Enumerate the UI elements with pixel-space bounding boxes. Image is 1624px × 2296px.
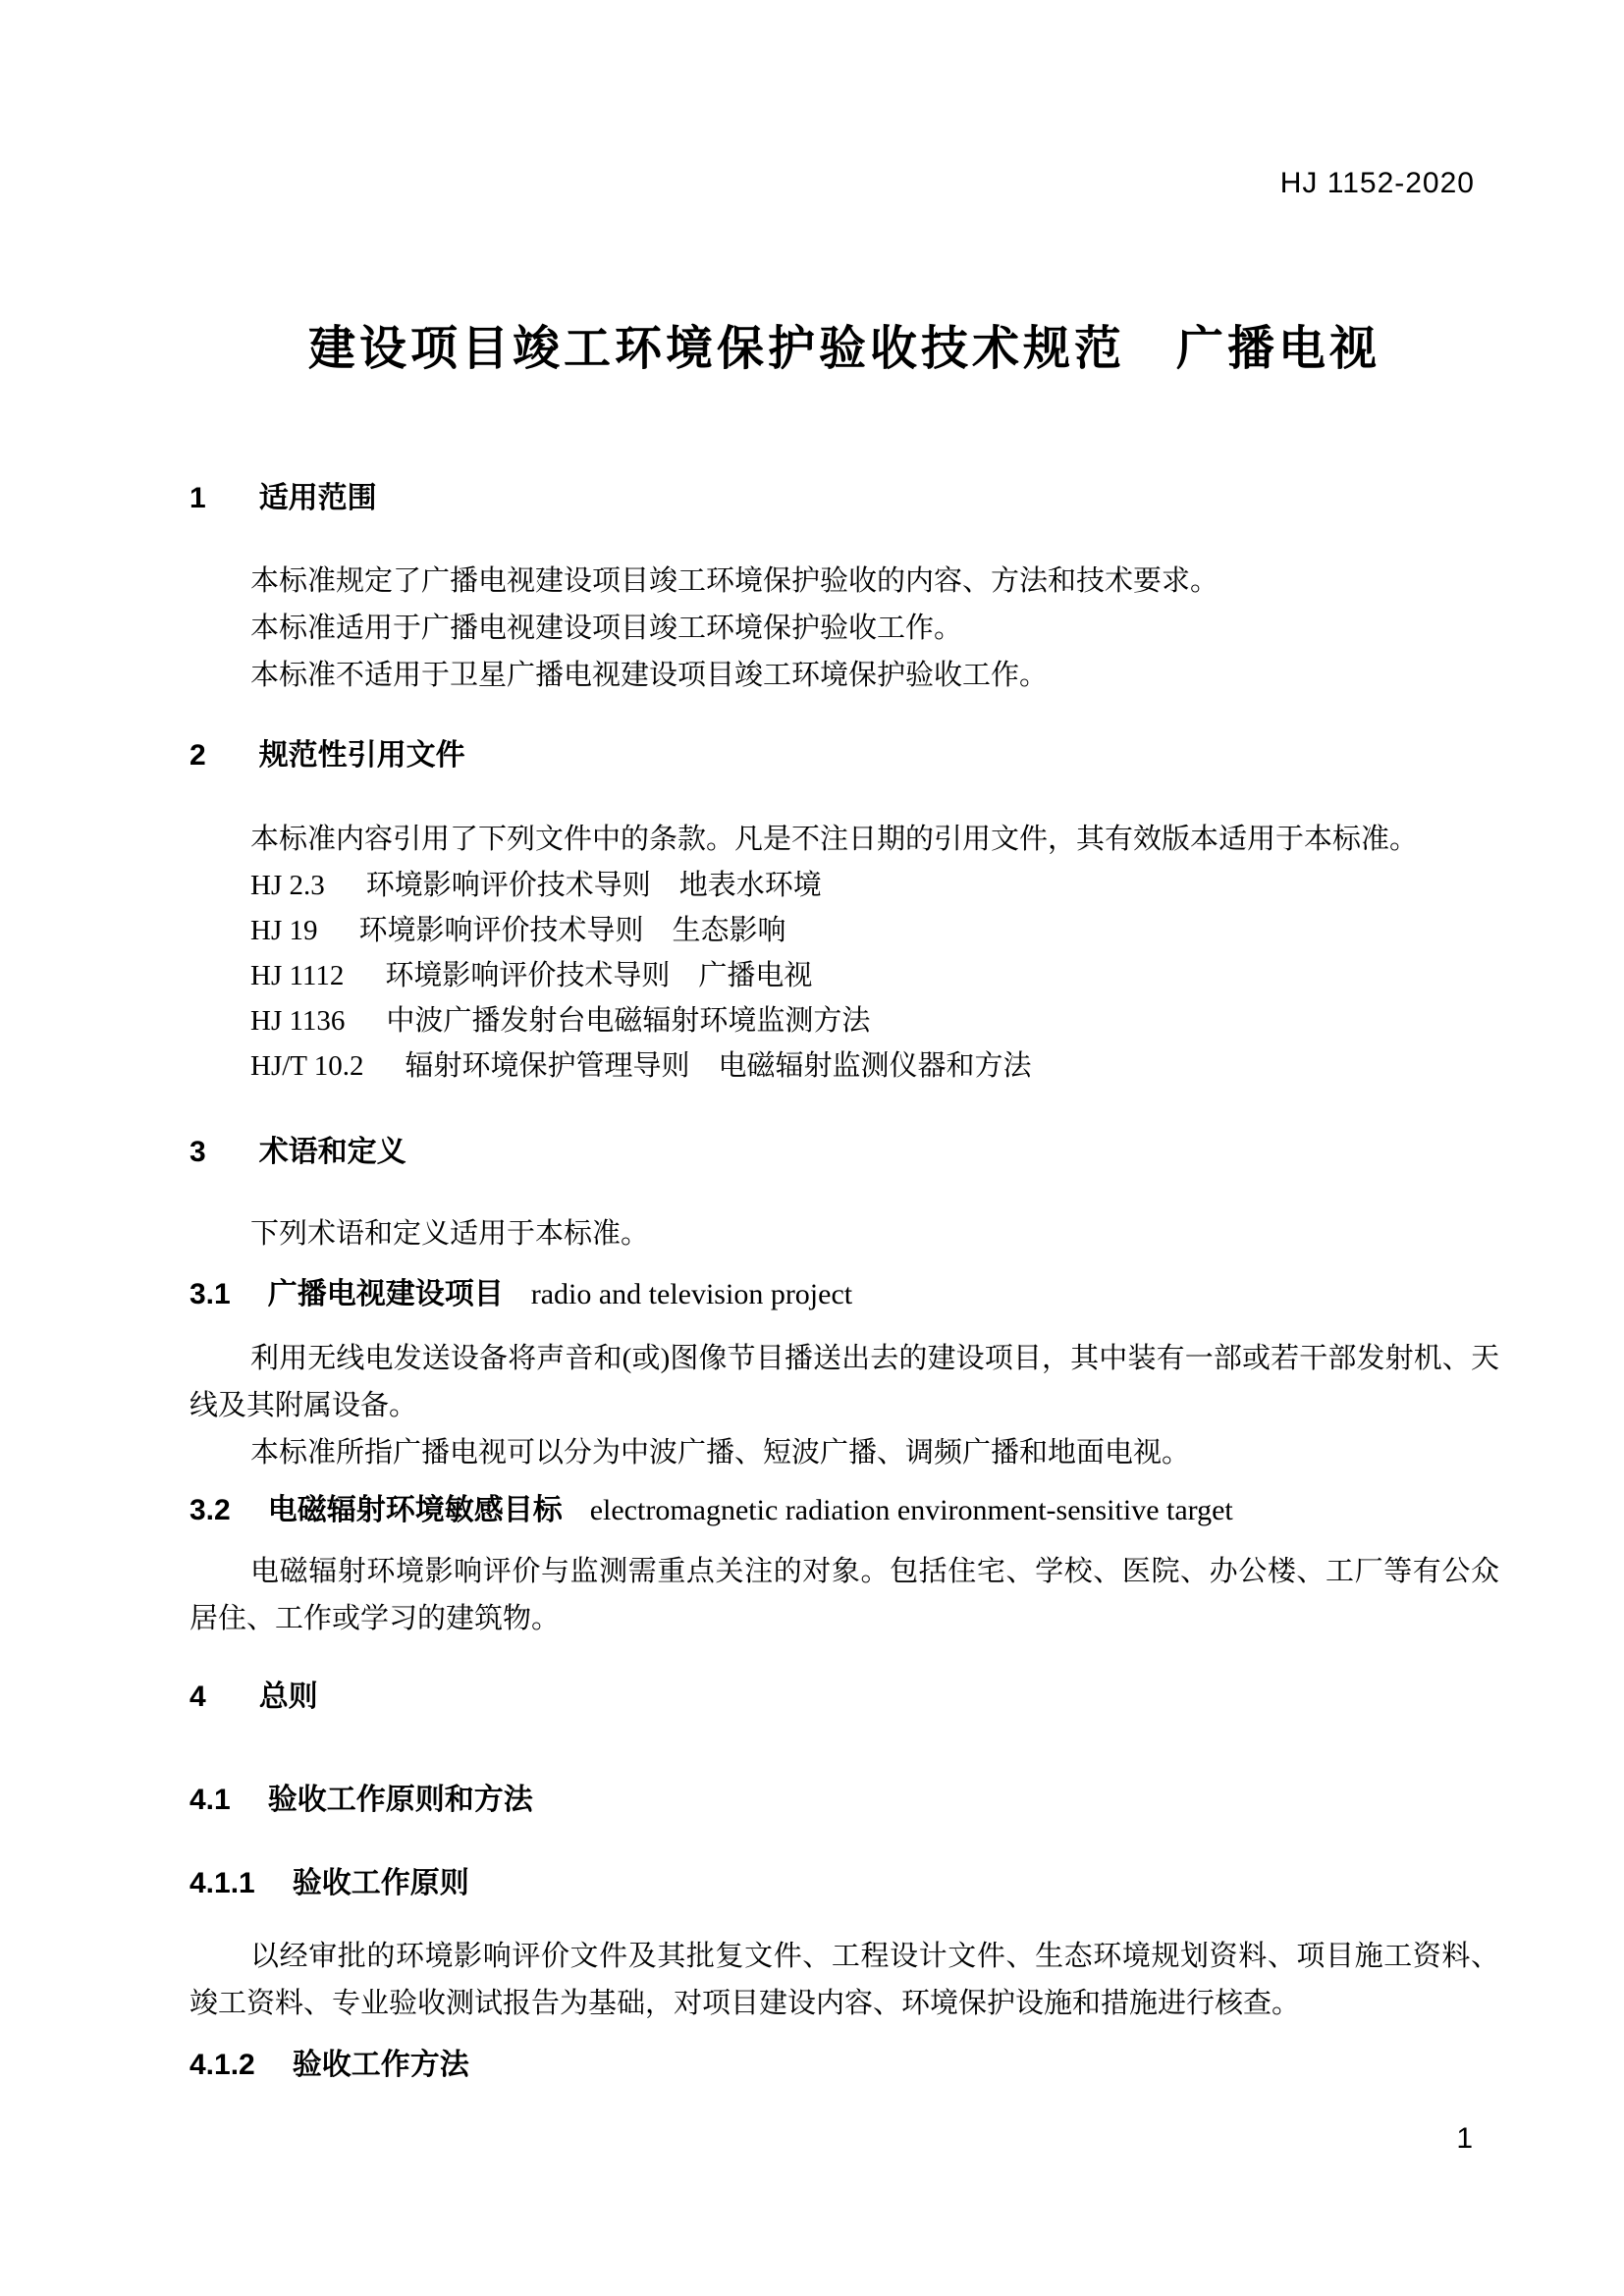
section-2-heading-text: 规范性引用文件 (258, 739, 465, 772)
section-4-1-2-heading-text: 验收工作方法 (292, 2049, 469, 2081)
section-4-heading-text: 总则 (258, 1681, 318, 1713)
section-4-1-1-paragraph: 以经审批的环境影响评价文件及其批复文件、工程设计文件、生态环境规划资料、项目施工资料、竣工资料、专业验收测试报告为基础，对项目建设内容、环境保护设施和措施进行核查。 (189, 1941, 1499, 2019)
reference-title: 环境影响评价技术导则 广播电视 (385, 960, 813, 991)
term-3-2-number: 3.2 (189, 1494, 231, 1526)
section-4-1-heading (189, 1781, 1499, 1820)
section-2-number: 2 (189, 739, 206, 772)
term-3-1-chinese: 广播电视建设项目 (267, 1278, 504, 1310)
term-3-1-definition: 利用无线电发送设备将声音和(或)图像节目播送出去的建设项目，其中装有一部或若干部发射机、天线及其附属设备。 (189, 1343, 1499, 1421)
section-1-heading (189, 479, 1499, 518)
section-4-number: 4 (189, 1681, 206, 1713)
section-2-heading (189, 736, 1499, 775)
section-4-1-2-number: 4.1.2 (189, 2049, 255, 2081)
reference-item (189, 998, 1499, 1043)
reference-item (189, 908, 1499, 953)
section-1-body (189, 558, 1499, 699)
reference-code: HJ 19 (250, 915, 318, 946)
standard-code: HJ 1152-2020 (1279, 167, 1475, 199)
reference-title: 辐射环境保护管理导则 电磁辐射监测仪器和方法 (405, 1050, 1032, 1082)
section-3-heading (189, 1133, 1499, 1172)
term-3-2-chinese: 电磁辐射环境敏感目标 (267, 1494, 563, 1526)
term-3-2-english: electromagnetic radiation environment-sensitive target (589, 1494, 1233, 1526)
scope-paragraph: 本标准规定了广播电视建设项目竣工环境保护验收的内容、方法和技术要求。 (250, 565, 1219, 597)
section-4-1-2-heading (189, 2046, 1499, 2085)
reference-item (189, 1043, 1499, 1089)
section-1-heading-text: 适用范围 (258, 482, 377, 514)
section-4-1-1-heading-text: 验收工作原则 (292, 1867, 469, 1899)
reference-code: HJ 1136 (250, 1005, 346, 1037)
page-number: 1 (1456, 2122, 1473, 2155)
section-4-1-1-heading (189, 1864, 1499, 1903)
reference-item (189, 863, 1499, 908)
section-4-1-1-number: 4.1.1 (189, 1867, 255, 1899)
reference-item (189, 953, 1499, 998)
reference-code: HJ 1112 (250, 960, 345, 991)
scope-paragraph: 本标准不适用于卫星广播电视建设项目竣工环境保护验收工作。 (250, 660, 1049, 691)
section-3-heading-text: 术语和定义 (258, 1136, 406, 1168)
reference-title: 环境影响评价技术导则 生态影响 (358, 915, 786, 946)
reference-title: 环境影响评价技术导则 地表水环境 (365, 870, 822, 901)
reference-title: 中波广播发射台电磁辐射环境监测方法 (386, 1005, 871, 1037)
section-4-1-heading-text: 验收工作原则和方法 (267, 1784, 533, 1816)
term-3-1-note: 本标准所指广播电视可以分为中波广播、短波广播、调频广播和地面电视。 (250, 1437, 1191, 1468)
section-1-number: 1 (189, 482, 206, 514)
terms-intro-paragraph: 下列术语和定义适用于本标准。 (250, 1218, 650, 1250)
term-3-1-number: 3.1 (189, 1278, 231, 1310)
term-3-2-definition: 电磁辐射环境影响评价与监测需重点关注的对象。包括住宅、学校、医院、办公楼、工厂等有公众居住、工作或学习的建筑物。 (189, 1556, 1499, 1634)
section-4-1-number: 4.1 (189, 1784, 231, 1816)
scope-paragraph: 本标准适用于广播电视建设项目竣工环境保护验收工作。 (250, 613, 963, 644)
term-3-1-english: radio and television project (530, 1278, 853, 1310)
term-3-2-heading (189, 1491, 1499, 1530)
references-intro-paragraph: 本标准内容引用了下列文件中的条款。凡是不注日期的引用文件，其有效版本适用于本标准。 (250, 824, 1419, 855)
section-3-number: 3 (189, 1136, 206, 1168)
reference-code: HJ/T 10.2 (250, 1050, 364, 1082)
references-list (189, 863, 1499, 1089)
term-3-1-heading (189, 1275, 1499, 1314)
section-4-heading (189, 1678, 1499, 1717)
reference-code: HJ 2.3 (250, 870, 325, 901)
document-title: 建设项目竣工环境保护验收技术规范 广播电视 (307, 323, 1380, 375)
